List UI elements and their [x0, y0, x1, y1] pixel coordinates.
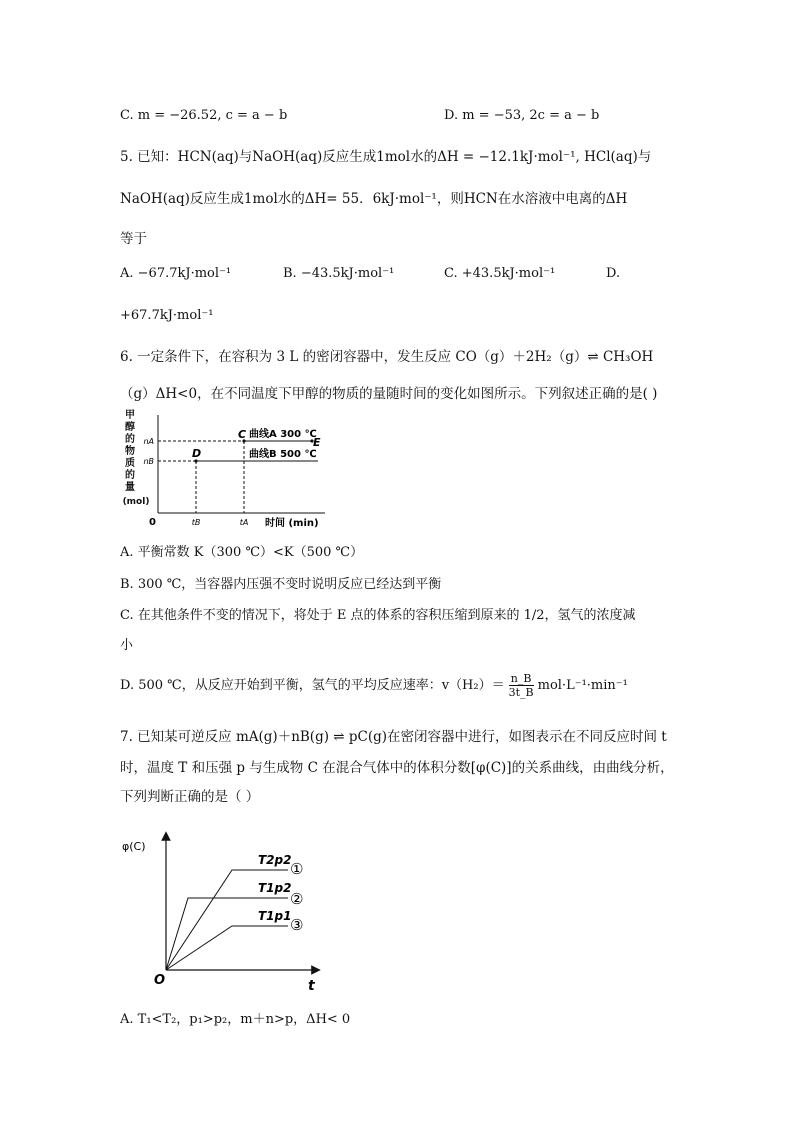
q6-option-d-num: n_B	[509, 672, 534, 686]
q6-ylabel-char: 物	[125, 446, 135, 457]
q4-option-c: C. m = −26.52, c = a − b	[120, 108, 288, 123]
q7-xlabel: t	[308, 978, 315, 994]
q5-option-d-value: +67.7kJ·mol⁻¹	[120, 308, 214, 323]
q7-chart	[120, 828, 340, 998]
q7-series3-marker: ③	[290, 916, 304, 934]
q6-stem-line1: 6. 一定条件下，在容积为 3 L 的密闭容器中，发生反应 CO（g）＋2H₂（g）⇌ CH₃OH	[120, 349, 654, 365]
q6-curveB-label: 曲线B 500 ℃	[249, 449, 317, 460]
q6-label-e: E	[313, 436, 321, 449]
q7-curve-3	[166, 926, 288, 970]
q7-stem-line1: 7. 已知某可逆反应 mA(g)＋nB(g) ⇌ pC(g)在密闭容器中进行，如图表示在不同反应时间 t	[120, 729, 667, 745]
q6-curveA-label: 曲线A 300 ℃	[249, 429, 317, 440]
q6-xlabel: 时间 (min)	[265, 518, 319, 529]
q7-series1-marker: ①	[290, 860, 304, 878]
q5-option-d: D.	[606, 266, 621, 281]
q7-option-a: A. T₁<T₂，p₁>p₂，m＋n>p，ΔH< 0	[120, 1012, 351, 1027]
q6-option-a: A. 平衡常数 K（300 ℃）<K（500 ℃）	[120, 545, 364, 560]
q6-option-b: B. 300 ℃，当容器内压强不变时说明反应已经达到平衡	[120, 577, 442, 592]
q7-series2-label: T1p2	[258, 881, 292, 895]
q6-ylabel-char: 量	[125, 482, 135, 493]
q6-origin: 0	[149, 517, 156, 528]
q5-stem-line1: 5. 已知：HCN(aq)与NaOH(aq)反应生成1mol水的ΔH = −12.1kJ·mol⁻¹, HCl(aq)与	[120, 149, 652, 165]
q6-ylabel-char: 的	[125, 470, 135, 481]
q7-series1-label: T2p2	[258, 853, 292, 867]
q6-nB-label: nB	[143, 457, 154, 466]
q7-ylabel: φ(C)	[122, 840, 146, 853]
q6-ylabel-char: 醇	[125, 422, 135, 433]
q6-option-d	[120, 672, 628, 699]
q6-ylabel-char: 甲	[125, 410, 135, 421]
q6-option-c-line2: 小	[120, 638, 134, 653]
q6-yunit: (mol)	[122, 497, 150, 507]
q6-label-c: C	[238, 428, 247, 441]
q5-option-b: B. −43.5kJ·mol⁻¹	[283, 266, 395, 281]
q6-option-d-fraction	[509, 672, 534, 699]
q6-chart	[120, 405, 340, 530]
q5-option-a: A. −67.7kJ·mol⁻¹	[120, 266, 232, 281]
q6-tA-label: tA	[239, 518, 249, 527]
q7-series3-label: T1p1	[258, 909, 292, 923]
q4-option-d: D. m = −53, 2c = a − b	[444, 108, 600, 123]
q6-stem-line2: （g）ΔH<0，在不同温度下甲醇的物质的量随时间的变化如图所示。下列叙述正确的是( )	[120, 386, 658, 402]
q6-option-d-unit: mol·L⁻¹·min⁻¹	[537, 678, 628, 693]
q5-stem-line2: NaOH(aq)反应生成1mol水的ΔH= 55．6kJ·mol⁻¹，则HCN在水溶液中电离的ΔH	[120, 191, 628, 207]
q7-origin: O	[154, 973, 166, 988]
q6-option-d-prefix: D. 500 ℃，从反应开始到平衡，氢气的平均反应速率：v（H₂）＝	[120, 678, 505, 693]
q5-option-c: C. +43.5kJ·mol⁻¹	[444, 266, 556, 281]
q6-nA-label: nA	[143, 437, 154, 446]
q5-stem-line3: 等于	[120, 231, 147, 247]
q6-ylabel-char: 的	[125, 434, 135, 445]
q7-stem-line2: 时，温度 T 和压强 p 与生成物 C 在混合气体中的体积分数[φ(C)]的关系曲线，由曲线分析，	[120, 760, 674, 776]
q7-series2-marker: ②	[290, 890, 304, 908]
q6-label-d: D	[192, 447, 202, 460]
q6-option-c-line1: C. 在其他条件不变的情况下，将处于 E 点的体系的容积压缩到原来的 1/2，氢气的浓度减	[120, 608, 636, 623]
q7-stem-line3: 下列判断正确的是（ ）	[120, 789, 260, 805]
q6-option-d-den: 3t_B	[508, 686, 534, 699]
q6-ylabel-char: 质	[125, 458, 135, 469]
q6-tB-label: tB	[191, 518, 201, 527]
